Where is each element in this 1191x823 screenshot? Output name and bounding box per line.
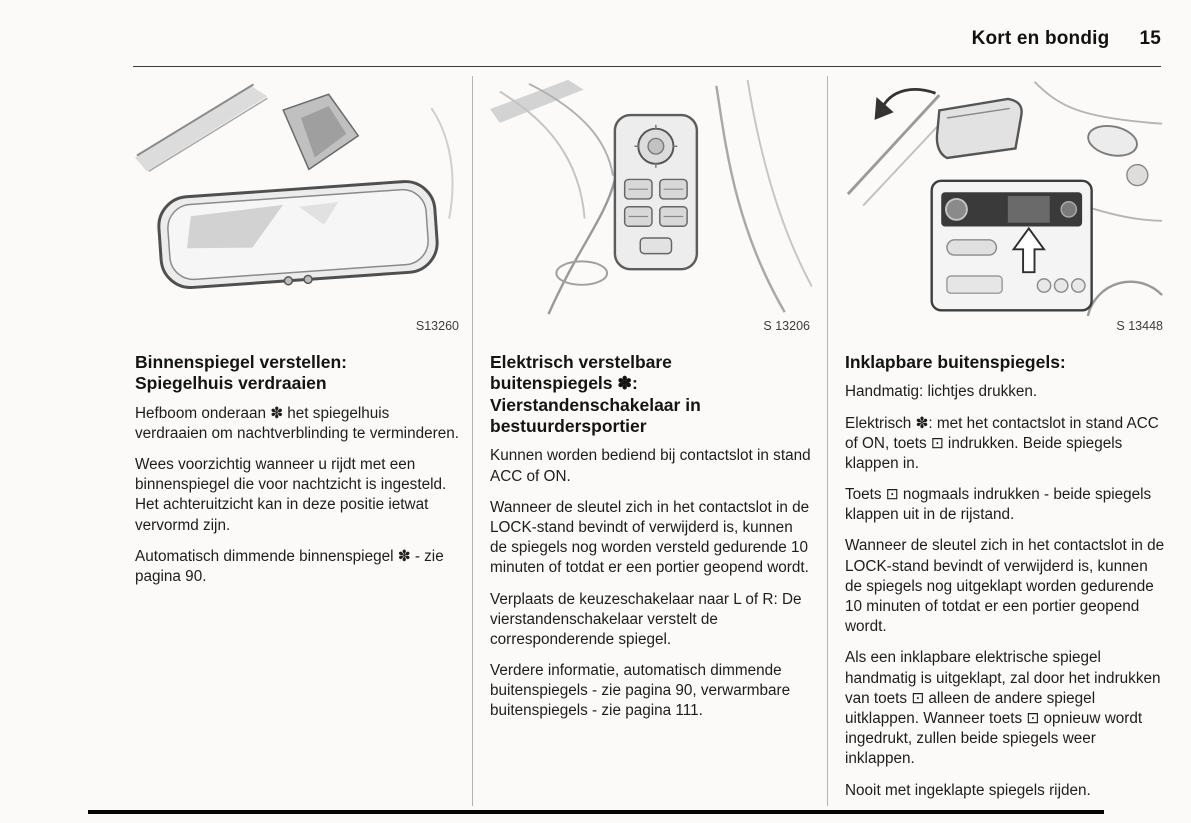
column-body (845, 382, 1165, 800)
page-number: 15 (1139, 28, 1161, 49)
column-divider (472, 76, 473, 806)
column-folding-mirrors (845, 78, 1165, 812)
heading-line: Binnenspiegel verstellen: (135, 352, 348, 372)
column-body (490, 446, 812, 721)
paragraph: Elektrisch ✽: met het contactslot in stand ACC of ON, toets ⊡ indrukken. Beide spiegels klappen in. (845, 414, 1159, 472)
paragraph: Wanneer de sleutel zich in het contactslot in de LOCK-stand bevindt of verwijderd is, kunnen de spiegels nog worden versteld gedurende 10 minuten of totdat er een portier geopend wordt. (490, 498, 810, 577)
figure-label: S13260 (415, 319, 459, 333)
heading-line: bestuurdersportier (490, 416, 647, 437)
column-interior-mirror (135, 78, 461, 598)
heading-line: Spiegelhuis verdraaien (135, 373, 327, 394)
heading-line: Vierstandenschakelaar in (490, 394, 701, 415)
interior-rearview-mirror-drawing (135, 78, 461, 316)
column-heading (845, 352, 1165, 373)
heading-line: Elektrisch verstelbare (490, 352, 672, 372)
paragraph: Toets ⊡ nogmaals indrukken - beide spiegels klappen uit in de rijstand. (845, 486, 1152, 524)
column-divider (827, 76, 828, 806)
column-electric-mirror-switch (490, 78, 812, 733)
column-body (135, 404, 461, 588)
interior-rearview-mirror-illustration (135, 78, 461, 316)
door-mirror-switch-drawing (490, 78, 812, 316)
paragraph: Kunnen worden bediend bij contactslot in stand ACC of ON. (490, 447, 811, 485)
heading-line: Inklapbare buitenspiegels: (845, 352, 1066, 372)
section-title: Kort en bondig (971, 28, 1110, 49)
figure-label: S 13448 (1116, 319, 1163, 333)
folding-exterior-mirror-illustration (845, 78, 1165, 316)
paragraph: Als een inklapbare elektrische spiegel handmatig is uitgeklapt, zal door het indrukken van toets ⊡ alleen de andere spiegel uitklappen. Wanneer toets ⊡ opnieuw wordt ingedrukt, zullen beide spiegels weer inklappen. (845, 649, 1161, 768)
paragraph: Wees voorzichtig wanneer u rijdt met een binnenspiegel die voor nachtzicht is ingesteld. Het achteruitzicht kan in deze positie ietwat vervormd zijn. (135, 456, 447, 534)
column-heading (135, 352, 461, 395)
heading-line: buitenspiegels ✽: (490, 373, 638, 394)
paragraph: Automatisch dimmende binnenspiegel ✽ - zie pagina 90. (135, 547, 444, 585)
footer-rule (88, 810, 1104, 814)
paragraph: Handmatig: lichtjes drukken. (845, 383, 1038, 401)
column-heading (490, 352, 812, 437)
folding-exterior-mirror-drawing (845, 78, 1165, 316)
paragraph: Hefboom onderaan ✽ het spiegelhuis verdraaien om nachtverblinding te verminderen. (135, 404, 459, 442)
door-mirror-switch-illustration (490, 78, 812, 316)
paragraph: Verplaats de keuzeschakelaar naar L of R: De vierstandenschakelaar verstelt de corresponderende spiegel. (490, 590, 802, 648)
paragraph: Verdere informatie, automatisch dimmende buitenspiegels - zie pagina 90, verwarmbare buitenspiegels - zie pagina 111. (490, 662, 791, 720)
header-rule (133, 66, 1161, 67)
figure-label: S 13206 (763, 319, 810, 333)
page-header (972, 28, 1161, 50)
paragraph: Nooit met ingeklapte spiegels rijden. (845, 781, 1091, 799)
paragraph: Wanneer de sleutel zich in het contactslot in de LOCK-stand bevindt of verwijderd is, kunnen de spiegels nog uitgeklapt worden gedurende 10 minuten of totdat er een portier geopend wordt. (845, 537, 1165, 636)
